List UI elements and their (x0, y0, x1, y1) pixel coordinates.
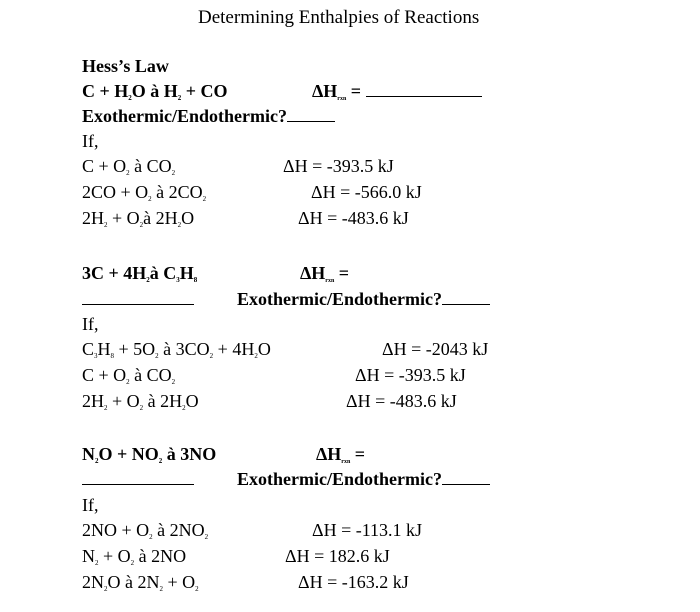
problem-2-step-1-eq: $C_3H_8 + 5O_2$ à $3CO_2 + 4H_2O$ (82, 339, 271, 360)
problem-1-delta-h: $\Delta H_{rxn}$ = (312, 80, 482, 102)
problem-1-step-1-eq: $C + O_2$ à $CO_2$ (82, 156, 176, 177)
problem-3-step-3-dh: ΔH = -163.2 kJ (298, 572, 409, 592)
problem-2-step-3-eq: $2H_2 + O_2$ à $2H_2O$ (82, 391, 199, 412)
problem-1-step-2-dh: ΔH = -566.0 kJ (311, 182, 422, 202)
problem-1-exo-endo: Exothermic/Endothermic? (82, 105, 335, 127)
problem-3-step-1-eq: $2NO + O_2$ à $2NO_2$ (82, 520, 209, 541)
problem-3-exo-endo-blank[interactable] (442, 468, 490, 485)
page-title: Determining Enthalpies of Reactions (198, 7, 480, 28)
problem-3-delta-h-blank-line (82, 468, 194, 490)
problem-3-step-2-eq: $N_2 + O_2$ à 2NO (82, 546, 187, 567)
problem-3-equation: $N_2O + NO_2$ à 3NO (82, 444, 217, 465)
problem-2-delta-h: $\Delta H_{rxn}$ = (300, 263, 350, 284)
problem-2-exo-endo: Exothermic/Endothermic? (237, 288, 490, 310)
problem-1-step-2-eq: $2CO + O_2$ à $2CO_2$ (82, 182, 207, 203)
hess-law-heading: Hess’s Law (82, 56, 169, 76)
problem-3-delta-h: $\Delta H_{rxn}$ = (316, 444, 366, 465)
problem-2-step-1-dh: ΔH = -2043 kJ (382, 339, 489, 359)
problem-1-step-1-dh: ΔH = -393.5 kJ (283, 156, 394, 176)
problem-2-exo-endo-blank[interactable] (442, 288, 490, 305)
problem-1-delta-h-blank[interactable] (366, 80, 482, 97)
problem-1-equation: $C + H_2O$ à $H_2$ + CO (82, 81, 228, 102)
problem-1-exo-endo-blank[interactable] (287, 105, 335, 122)
problem-1-if: If, (82, 131, 99, 151)
problem-3-if: If, (82, 495, 99, 515)
problem-2-step-2-eq: $C + O_2$ à $CO_2$ (82, 365, 176, 386)
problem-2-delta-h-blank-line (82, 288, 194, 310)
problem-2-step-3-dh: ΔH = -483.6 kJ (346, 391, 457, 411)
problem-2-step-2-dh: ΔH = -393.5 kJ (355, 365, 466, 385)
problem-3-step-1-dh: ΔH = -113.1 kJ (312, 520, 423, 540)
problem-2-equation: $3C + 4H_2à$ $C_3H_8$ (82, 263, 198, 284)
problem-3-step-3-eq: $2N_2O$ à $2N_2 + O_2$ (82, 572, 199, 593)
problem-1-step-3-dh: ΔH = -483.6 kJ (298, 208, 409, 228)
problem-2-delta-h-blank[interactable] (82, 288, 194, 305)
problem-2-if: If, (82, 314, 99, 334)
problem-1-step-3-eq: $2H_2$ + $O_2à$ $2H_2O$ (82, 208, 195, 229)
problem-3-step-2-dh: ΔH = 182.6 kJ (285, 546, 390, 566)
problem-3-delta-h-blank[interactable] (82, 468, 194, 485)
problem-3-exo-endo: Exothermic/Endothermic? (237, 468, 490, 490)
